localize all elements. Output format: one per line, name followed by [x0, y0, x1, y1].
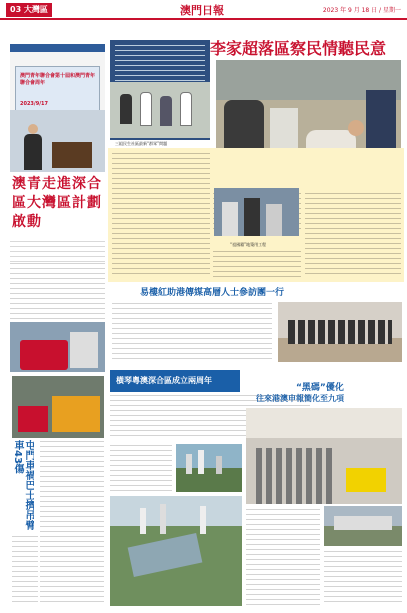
ceo-article-body-3 [305, 192, 401, 277]
section-tag: 03 大灣區 [6, 3, 52, 17]
masthead: 澳門日報 [180, 4, 224, 17]
bus-accident-photo-2 [12, 376, 104, 438]
ceo-headline: 李家超落區察民情聽民意 [210, 39, 387, 58]
border-checkpoint-photo [246, 408, 402, 504]
bus-accident-body [40, 440, 104, 605]
hengqin-aerial-photo-1 [176, 444, 242, 492]
media-visit-headline: 易樓紅助港傳媒高層人士參訪團一行 [140, 288, 285, 298]
hengqin-aerial-photo-2 [110, 496, 242, 606]
ceo-visit-photo-1 [110, 82, 210, 138]
youth-headline: 澳青走進深合區大灣區計劃啟動 [12, 176, 102, 230]
photo-caption-2: “祖國籍”地築用工程 [230, 242, 267, 247]
bus-accident-body-2 [12, 535, 38, 605]
forum-banner-text: 澳門青年聯合會第十屆和澳門青年聯合會周年 [20, 73, 96, 86]
blackcode-body-2 [324, 550, 402, 606]
blackcode-body [246, 508, 320, 606]
youth-article-body-2 [10, 262, 105, 322]
forum-banner [15, 66, 100, 112]
ceo-article-body-1 [112, 152, 210, 277]
dateline: 2023 年 9 月 18 日 / 星期一 [322, 7, 401, 14]
port-photo [324, 506, 402, 546]
photo-caption-1: 三組民生社區最新“群眾”問題 [115, 141, 168, 146]
media-visit-photo [278, 302, 402, 362]
hengqin-headline: 橫琴粵澳深合區成立兩周年 [116, 376, 212, 385]
bus-accident-headline: 屯門車禍巴士擠吊臂車43傷 [12, 440, 34, 530]
forum-banner-date: 2023/9/17 [20, 101, 49, 107]
blackcode-headline-1: “黑碼”優化 [296, 383, 344, 393]
media-visit-body [112, 302, 272, 362]
ceo-visit-photo-3b [214, 188, 299, 236]
youth-forum-photo [10, 44, 105, 172]
ceo-article-body-4 [213, 250, 301, 278]
blackcode-headline-2: 往來港澳申報簡化至九項 [256, 394, 344, 403]
bus-accident-photo-1 [10, 322, 105, 372]
hengqin-body-2 [110, 444, 172, 492]
